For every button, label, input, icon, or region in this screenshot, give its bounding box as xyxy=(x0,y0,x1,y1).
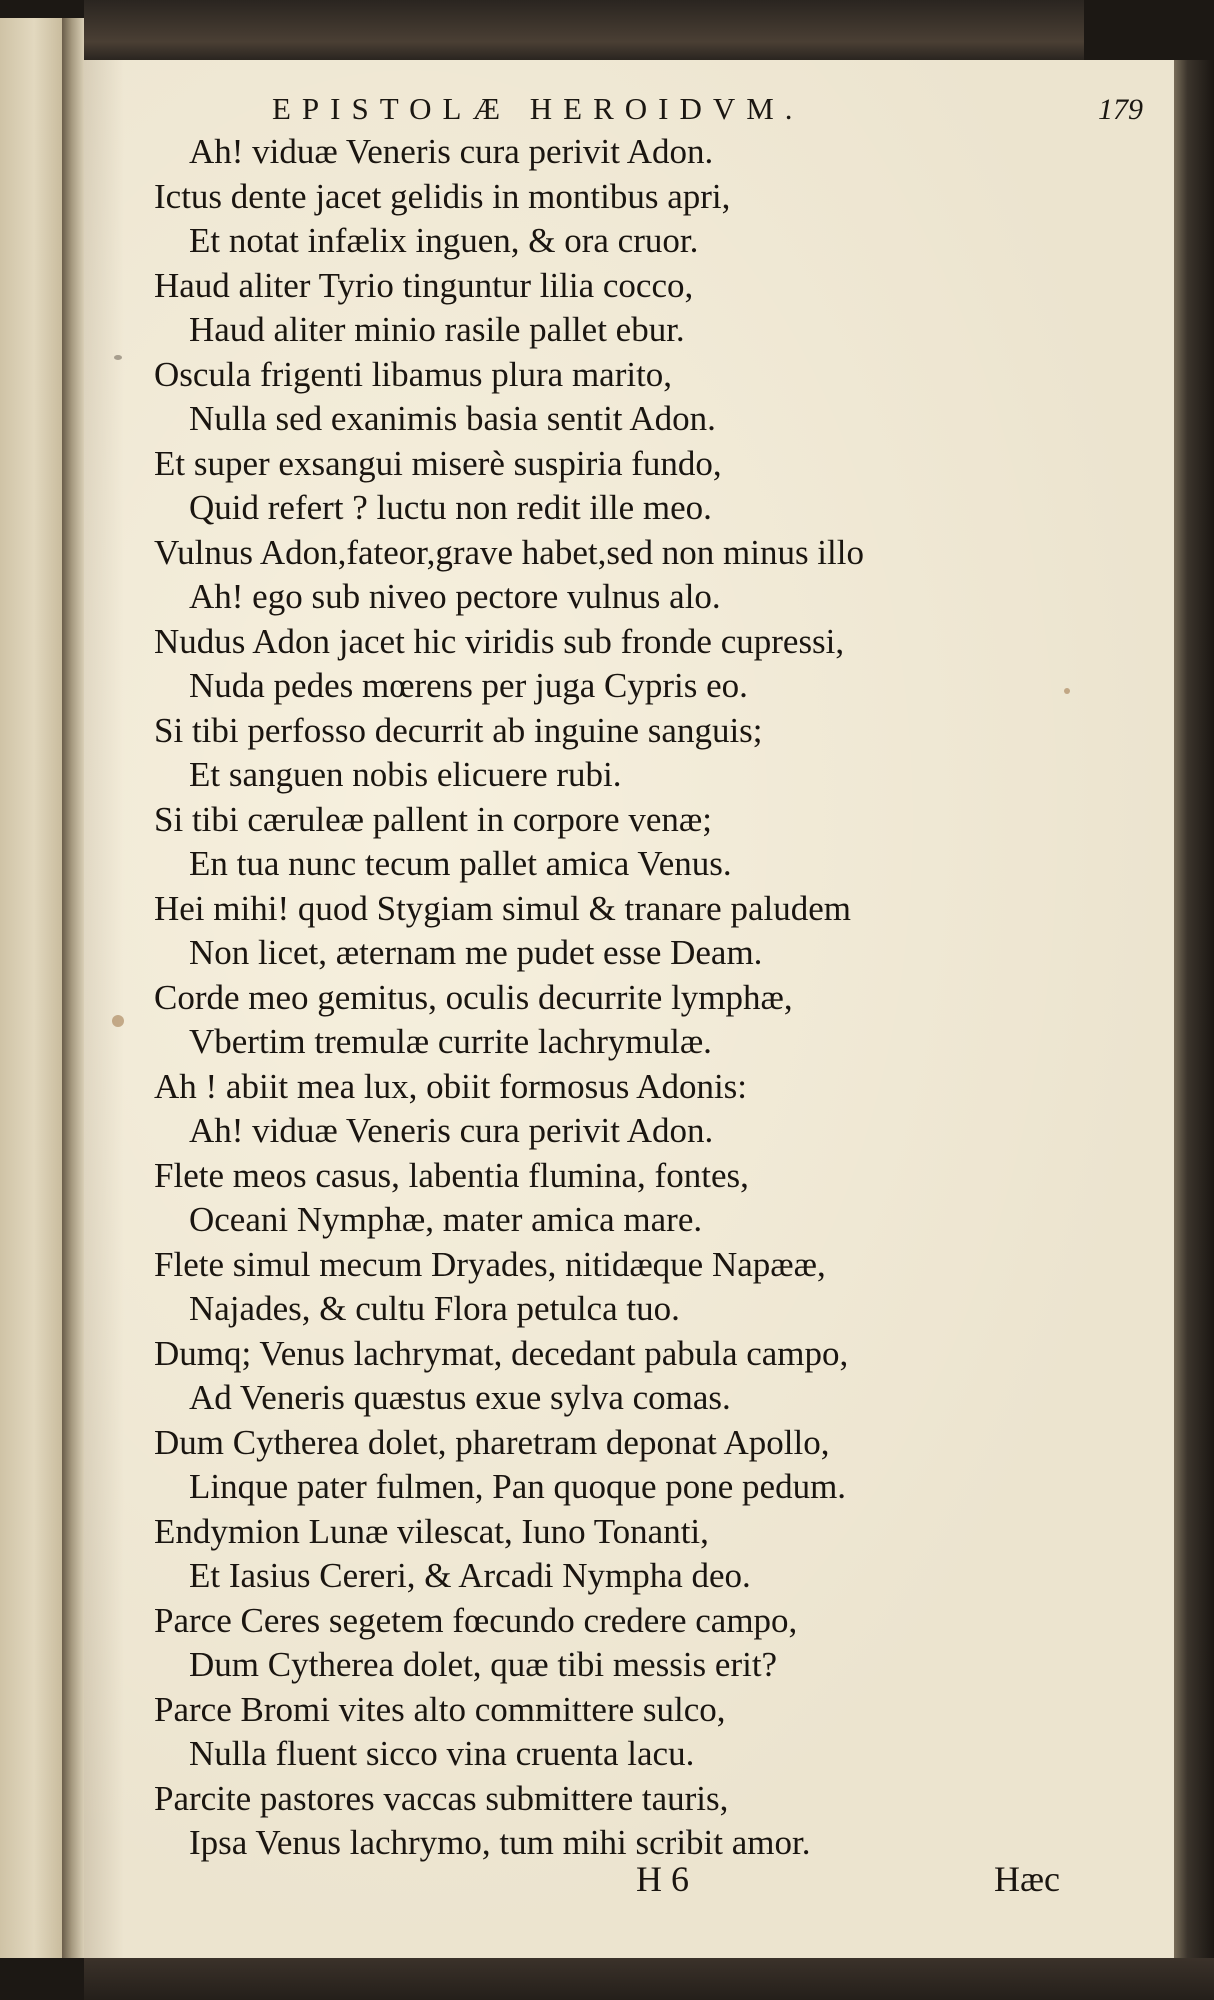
verse-line: Nulla sed exanimis basia sentit Adon. xyxy=(189,399,716,438)
gutter xyxy=(62,18,84,1958)
verse-line: Flete meos casus, labentia flumina, fontes, xyxy=(154,1155,749,1195)
verse-line: Nulla fluent sicco vina cruenta lacu. xyxy=(189,1734,695,1773)
catchword: Hæc xyxy=(994,1859,1060,1899)
binding-bottom xyxy=(84,1958,1214,2000)
verse-line: Quid refert ? luctu non redit ille meo. xyxy=(189,488,712,527)
verse-line: Dumq; Venus lachrymat, decedant pabula campo, xyxy=(154,1333,849,1373)
verse-line: Si tibi perfosso decurrit ab inguine sanguis; xyxy=(154,710,763,750)
verse-line: Linque pater fulmen, Pan quoque pone pedum. xyxy=(189,1467,847,1506)
verse-line: Dum Cytherea dolet, quæ tibi messis erit? xyxy=(189,1645,778,1684)
verse-line: Ictus dente jacet gelidis in montibus apri, xyxy=(154,176,731,216)
verse-line: Ad Veneris quæstus exue sylva comas. xyxy=(189,1378,731,1417)
verse-line: Endymion Lunæ vilescat, Iuno Tonanti, xyxy=(154,1511,709,1551)
running-head: EPISTOLÆ HEROIDVM. xyxy=(272,91,804,126)
verse-line: Hei mihi! quod Stygiam simul & tranare paludem xyxy=(154,888,851,928)
verse-line: Et super exsangui miserè suspiria fundo, xyxy=(154,443,722,483)
verse-line: Si tibi cæruleæ pallent in corpore venæ; xyxy=(154,799,712,839)
verse-line: Corde meo gemitus, oculis decurrite lymphæ, xyxy=(154,977,793,1017)
verse-line: Et sanguen nobis elicuere rubi. xyxy=(189,755,622,794)
page-number: 179 xyxy=(1098,93,1143,126)
verse-line: Parce Bromi vites alto committere sulco, xyxy=(154,1689,726,1729)
verse-line: Vbertim tremulæ currite lachrymulæ. xyxy=(189,1022,712,1061)
foxing-spot xyxy=(112,1015,124,1027)
verse-line: Vulnus Adon,fateor,grave habet,sed non minus illo xyxy=(154,532,864,572)
verse-line: Najades, & cultu Flora petulca tuo. xyxy=(189,1289,680,1328)
facing-page-edge xyxy=(0,18,63,1958)
verse-line: Ah! viduæ Veneris cura perivit Adon. xyxy=(189,132,714,171)
verse-line: Nuda pedes mœrens per juga Cypris eo. xyxy=(189,666,748,705)
verse-line: Dum Cytherea dolet, pharetram deponat Apollo, xyxy=(154,1422,830,1462)
foxing-spot xyxy=(1064,688,1070,694)
page-edge-right xyxy=(1170,60,1214,1958)
verse-line: Et Iasius Cereri, & Arcadi Nympha deo. xyxy=(189,1556,751,1595)
verse-line: Non licet, æternam me pudet esse Deam. xyxy=(189,933,763,972)
book-page xyxy=(84,60,1174,1958)
verse-line: En tua nunc tecum pallet amica Venus. xyxy=(189,844,732,883)
verse-line: Parce Ceres segetem fœcundo credere campo, xyxy=(154,1600,798,1640)
verse-line: Oscula frigenti libamus plura marito, xyxy=(154,354,673,394)
verse-line: Parcite pastores vaccas submittere tauris, xyxy=(154,1778,729,1818)
verse-line: Ah! viduæ Veneris cura perivit Adon. xyxy=(189,1111,714,1150)
binding-top xyxy=(84,0,1084,60)
verse-line: Nudus Adon jacet hic viridis sub fronde cupressi, xyxy=(154,621,845,661)
verse-line: Oceani Nymphæ, mater amica mare. xyxy=(189,1200,703,1239)
verse-line: Haud aliter minio rasile pallet ebur. xyxy=(189,310,685,349)
signature-mark: H 6 xyxy=(636,1859,689,1899)
verse-line: Ipsa Venus lachrymo, tum mihi scribit amor. xyxy=(189,1823,811,1862)
foxing-spot xyxy=(114,355,122,360)
verse-line: Ah! ego sub niveo pectore vulnus alo. xyxy=(189,577,721,616)
verse-line: Et notat infælix inguen, & ora cruor. xyxy=(189,221,699,260)
verse-line: Ah ! abiit mea lux, obiit formosus Adonis: xyxy=(154,1066,748,1106)
poem-text xyxy=(154,130,1154,1866)
verse-line: Flete simul mecum Dryades, nitidæque Napææ, xyxy=(154,1244,826,1284)
verse-line: Haud aliter Tyrio tinguntur lilia cocco, xyxy=(154,265,694,305)
